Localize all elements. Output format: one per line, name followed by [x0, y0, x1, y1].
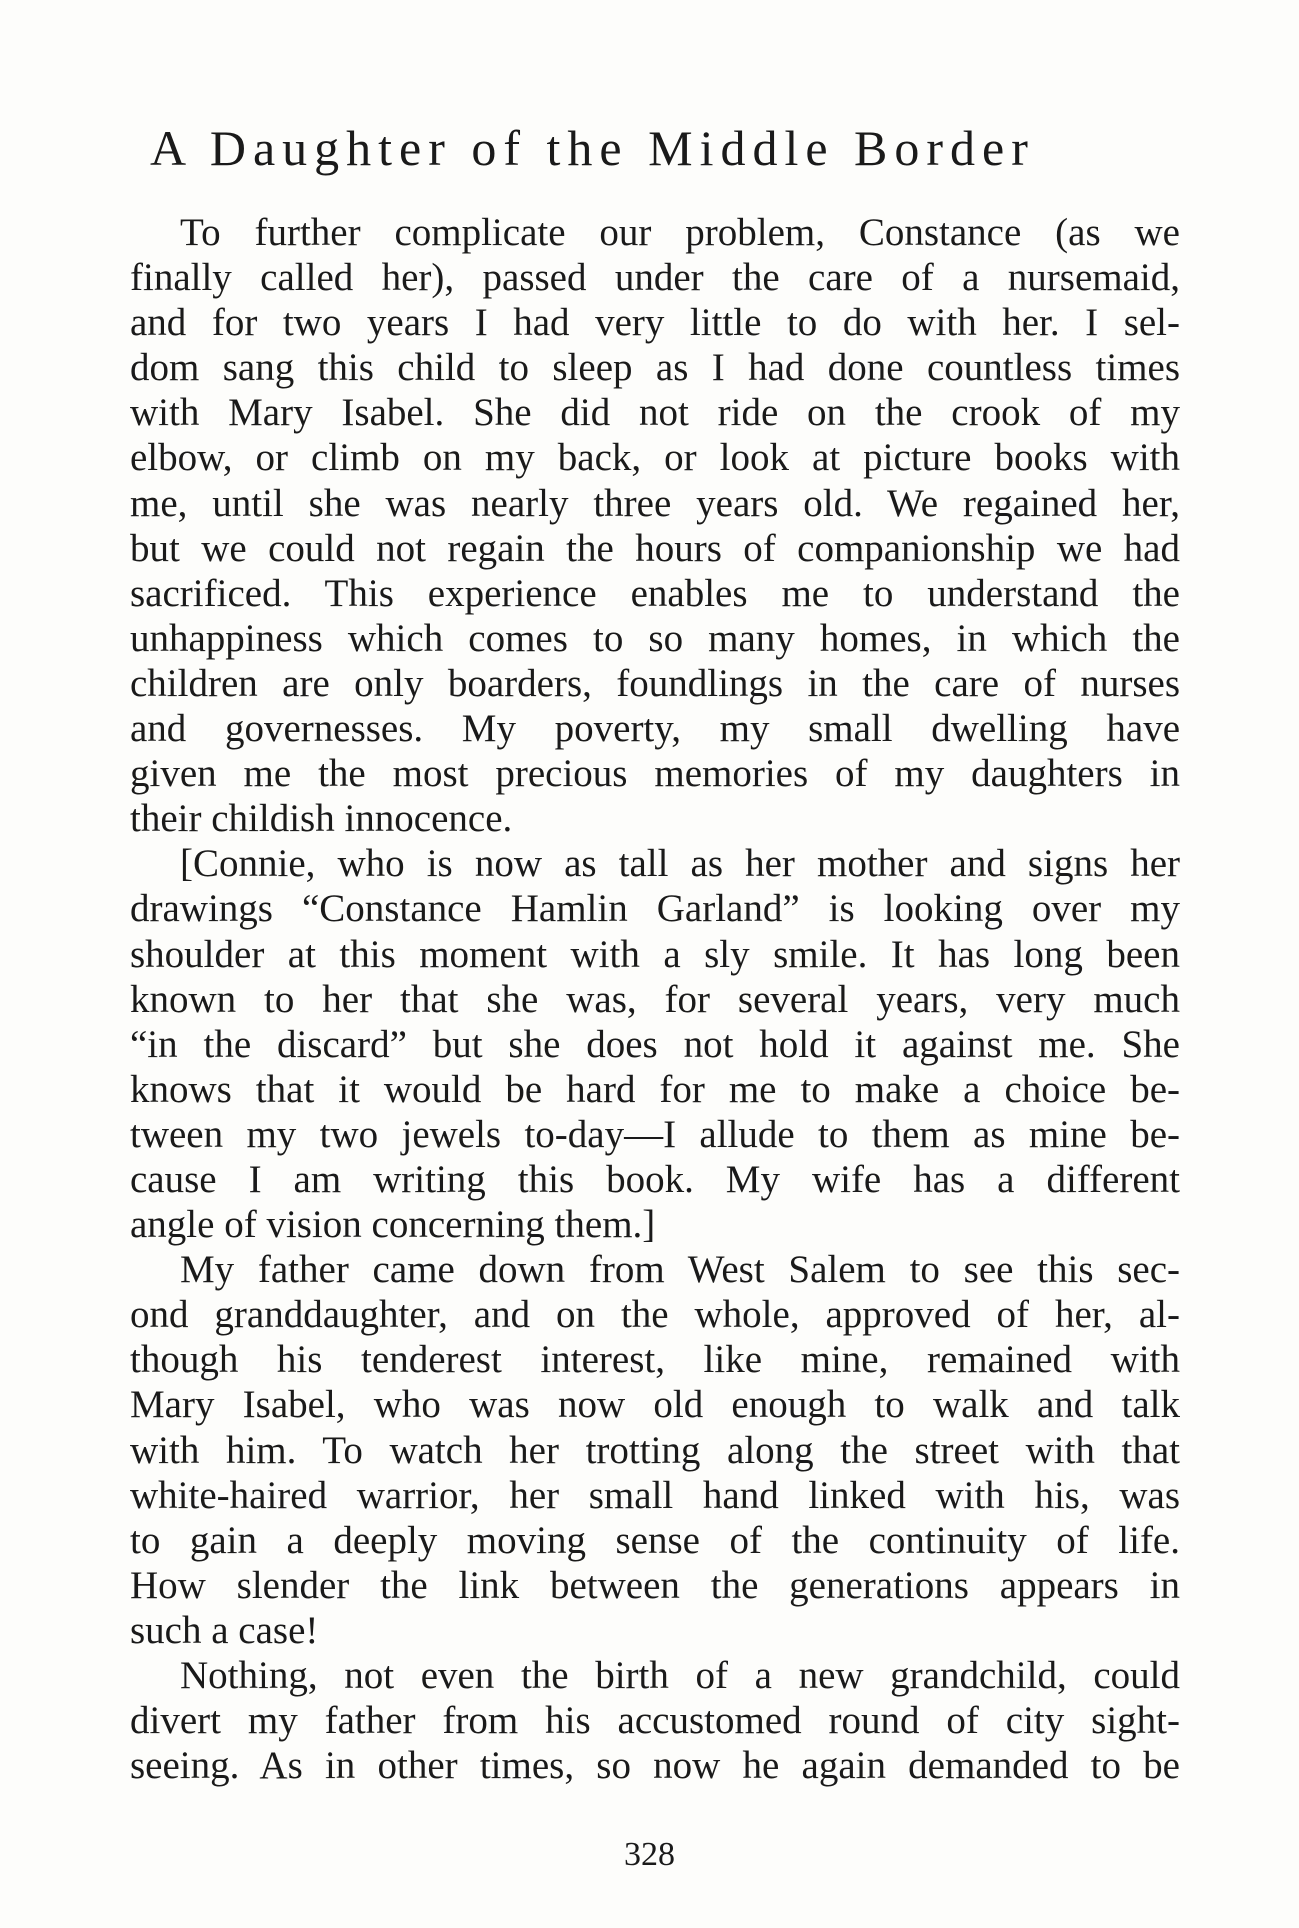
text-line: finally called her), passed under the care of a nursemaid,	[130, 256, 1180, 300]
text-line: elbow, or climb on my back, or look at picture books with	[130, 436, 1180, 480]
text-line: shoulder at this moment with a sly smile. It has long been	[130, 932, 1180, 976]
text-line: drawings “Constance Hamlin Garland” is looking over my	[130, 887, 1180, 931]
text-line: sacrificed. This experience enables me to understand the	[130, 571, 1180, 615]
text-line: known to her that she was, for several years, very much	[130, 977, 1180, 1021]
text-line: Mary Isabel, who was now old enough to walk and talk	[130, 1383, 1180, 1427]
text-line: Nothing, not even the birth of a new grandchild, could	[180, 1654, 1180, 1697]
text-line: knows that it would be hard for me to make a choice be-	[130, 1067, 1180, 1111]
running-title: A Daughter of the Middle Border	[150, 120, 1035, 176]
text-line: “in the discard” but she does not hold it against me. She	[130, 1022, 1180, 1066]
text-line: tween my two jewels to-day—I allude to them as mine be-	[130, 1112, 1180, 1156]
text-line: unhappiness which comes to so many homes, in which the	[130, 616, 1180, 660]
paragraph-3	[130, 1247, 1180, 1653]
text-line: How slender the link between the generations appears in	[130, 1563, 1180, 1607]
text-line: angle of vision concerning them.]	[130, 1203, 656, 1247]
text-line: [Connie, who is now as tall as her mother and signs her	[180, 842, 1180, 886]
text-line: divert my father from his accustomed round of city sight-	[130, 1699, 1180, 1743]
text-line: me, until she was nearly three years old. We regained her,	[130, 481, 1180, 525]
text-line: dom sang this child to sleep as I had done countless times	[130, 346, 1180, 390]
text-line: cause I am writing this book. My wife has a different	[130, 1157, 1180, 1201]
text-line: and for two years I had very little to do with her. I sel-	[130, 301, 1180, 345]
text-line: given me the most precious memories of my daughters in	[130, 752, 1180, 796]
body-text	[130, 210, 1180, 1788]
text-line: to gain a deeply moving sense of the continuity of life.	[130, 1518, 1180, 1562]
paragraph-2	[130, 841, 1180, 1247]
paragraph-4	[130, 1653, 1180, 1788]
paragraph-1	[130, 210, 1180, 841]
text-line: white-haired warrior, her small hand linked with his, was	[130, 1473, 1180, 1517]
text-line: but we could not regain the hours of companionship we had	[130, 526, 1180, 570]
text-line: ond granddaughter, and on the whole, approved of her, al-	[130, 1293, 1180, 1337]
text-line: such a case!	[130, 1608, 319, 1652]
text-line: with him. To watch her trotting along the street with that	[130, 1428, 1180, 1472]
text-line: seeing. As in other times, so now he again demanded to be	[130, 1744, 1180, 1788]
text-line: their childish innocence.	[130, 797, 513, 841]
text-line: and governesses. My poverty, my small dwelling have	[130, 707, 1180, 751]
text-line: My father came down from West Salem to see this sec-	[180, 1248, 1180, 1292]
text-line: To further complicate our problem, Constance (as we	[180, 211, 1180, 254]
text-line: children are only boarders, foundlings in the care of nurses	[130, 661, 1180, 705]
text-line: though his tenderest interest, like mine, remained with	[130, 1338, 1180, 1382]
page-number: 328	[624, 1836, 675, 1873]
text-line: with Mary Isabel. She did not ride on the crook of my	[130, 391, 1180, 435]
